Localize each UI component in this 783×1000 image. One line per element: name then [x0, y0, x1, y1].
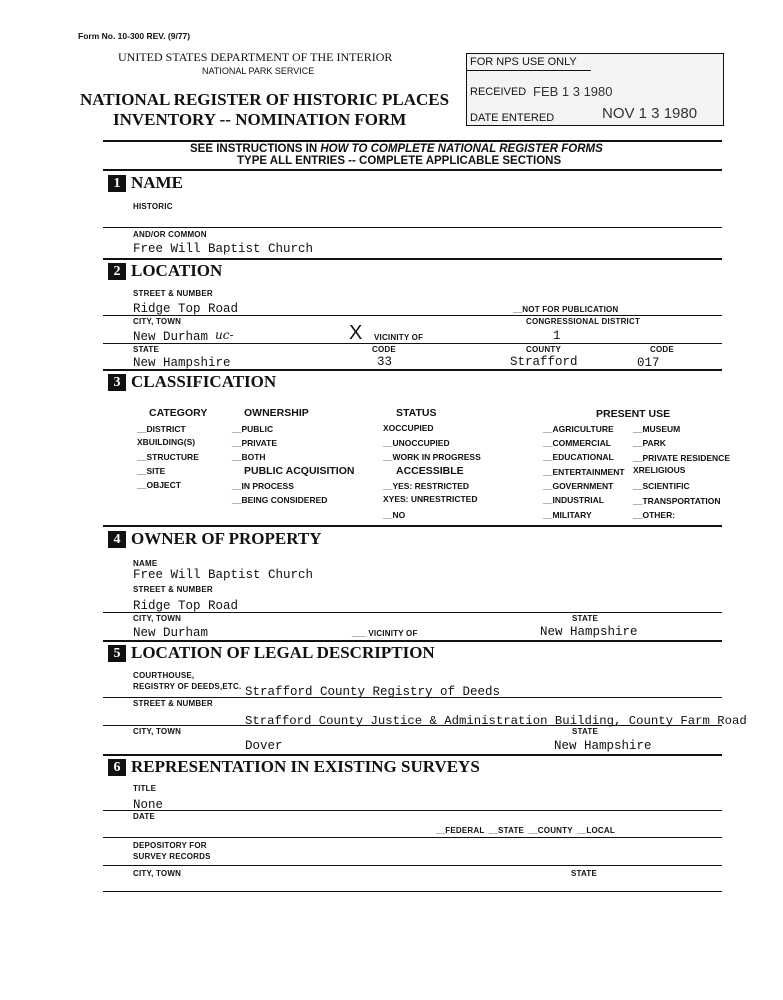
use-museum: __MUSEUM [633, 424, 681, 434]
survey-title-label: TITLE [133, 784, 157, 793]
nps-use-box [466, 53, 724, 126]
owner-city-value: New Durham [133, 626, 209, 640]
category-structure: __STRUCTURE [137, 452, 199, 462]
historic-label: HISTORIC [133, 202, 173, 211]
state-value: New Hampshire [133, 356, 231, 370]
accessible-header: ACCESSIBLE [396, 465, 464, 477]
category-district: __DISTRICT [137, 424, 186, 434]
use-commercial: __COMMERCIAL [543, 438, 612, 448]
legal-city-value: Dover [245, 739, 283, 753]
survey-title-value: None [133, 798, 164, 812]
section2-bottom-rule [103, 369, 722, 371]
use-agriculture: __AGRICULTURE [543, 424, 614, 434]
street-value: Ridge Top Road [133, 302, 239, 316]
category-building: XBUILDING(S) [137, 437, 196, 447]
owner-street-label: STREET & NUMBER [133, 585, 213, 594]
legal-street-value: Strafford County Justice & Administration Building, County Farm Road [245, 714, 747, 728]
owner-city-label: CITY, TOWN [133, 614, 182, 623]
ownership-header: OWNERSHIP [244, 407, 309, 419]
owner-state-label: STATE [572, 614, 599, 623]
owner-name-value: Free Will Baptist Church [133, 568, 314, 582]
courthouse-label-2: REGISTRY OF DEEDS,ETC. [133, 682, 242, 691]
section5-bottom-rule [103, 754, 722, 756]
status-work-in-progress: __WORK IN PROGRESS [383, 452, 481, 462]
depository-label-1: DEPOSITORY FOR [133, 841, 207, 850]
category-header: CATEGORY [149, 407, 208, 419]
access-unrestricted: XYES: UNRESTRICTED [383, 494, 478, 504]
instructions-prefix: SEE INSTRUCTIONS IN [190, 143, 321, 155]
status-unoccupied: __UNOCCUPIED [383, 438, 450, 448]
use-transportation: __TRANSPORTATION [633, 496, 721, 506]
code-label: CODE [372, 345, 396, 354]
section3-bottom-rule [103, 525, 722, 527]
form-title-line2: INVENTORY -- NOMINATION FORM [113, 110, 407, 129]
status-occupied: XOCCUPIED [383, 423, 434, 433]
vicinity-mark: X [349, 322, 363, 344]
status-header: STATUS [396, 407, 437, 419]
use-private-residence: __PRIVATE RESIDENCE [633, 453, 730, 463]
section5-title: LOCATION OF LEGAL DESCRIPTION [131, 643, 435, 662]
use-government: __GOVERNMENT [543, 481, 614, 491]
section1-bottom-rule [103, 258, 722, 260]
nps-box-header: FOR NPS USE ONLY [470, 56, 577, 68]
use-scientific: __SCIENTIFIC [633, 481, 690, 491]
section2-number: 2 [108, 263, 126, 280]
section3-number: 3 [108, 374, 126, 391]
congressional-label: CONGRESSIONAL DISTRICT [526, 317, 641, 326]
use-park: __PARK [633, 438, 666, 448]
county-label: COUNTY [526, 345, 561, 354]
instructions-line2: TYPE ALL ENTRIES -- COMPLETE APPLICABLE SECTIONS [237, 155, 562, 167]
date-entered-stamp: NOV 1 3 1980 [602, 105, 698, 122]
ownership-public: __PUBLIC [232, 424, 274, 434]
courthouse-line [103, 697, 722, 698]
survey-date-label: DATE [133, 812, 155, 821]
section4-bottom-rule [103, 640, 722, 642]
use-educational: __EDUCATIONAL [543, 452, 614, 462]
received-stamp: FEB 1 3 1980 [533, 84, 613, 99]
section4-number: 4 [108, 531, 126, 548]
category-object: __OBJECT [137, 480, 181, 490]
section6-number: 6 [108, 759, 126, 776]
county-value: Strafford [510, 355, 578, 369]
access-restricted: __YES: RESTRICTED [383, 481, 469, 491]
not-for-publication: __NOT FOR PUBLICATION [513, 305, 619, 314]
public-acquisition-header: PUBLIC ACQUISITION [244, 465, 355, 477]
section5-number: 5 [108, 645, 126, 662]
owner-vicinity-label: ___ VICINITY OF [352, 629, 418, 638]
owner-name-label: NAME [133, 559, 158, 568]
survey-city-line [103, 891, 722, 892]
survey-date-line [103, 837, 722, 838]
access-no: __NO [383, 510, 406, 520]
legal-street-line [103, 725, 722, 726]
courthouse-value: Strafford County Registry of Deeds [245, 685, 501, 699]
ownership-private: __PRIVATE [232, 438, 278, 448]
section6-title: REPRESENTATION IN EXISTING SURVEYS [131, 757, 480, 776]
survey-city-label: CITY, TOWN [133, 869, 182, 878]
section1-number: 1 [108, 175, 126, 192]
survey-levels: __FEDERAL __STATE __COUNTY __LOCAL [436, 826, 615, 835]
legal-city-label: CITY, TOWN [133, 727, 182, 736]
ownership-both: __BOTH [232, 452, 266, 462]
use-entertainment: __ENTERTAINMENT [543, 467, 625, 477]
use-industrial: __INDUSTRIAL [543, 495, 604, 505]
acq-in-process: __IN PROCESS [232, 481, 294, 491]
county-code-value: 017 [637, 356, 660, 370]
state-label: STATE [133, 345, 160, 354]
acq-being-considered: __BEING CONSIDERED [232, 495, 328, 505]
section4-title: OWNER OF PROPERTY [131, 529, 322, 548]
nps-box-divider [467, 70, 591, 71]
owner-street-value: Ridge Top Road [133, 599, 239, 613]
date-entered-label: DATE ENTERED [470, 112, 555, 124]
instructions-top-rule [103, 140, 722, 142]
courthouse-label-1: COURTHOUSE, [133, 671, 195, 680]
legal-street-label: STREET & NUMBER [133, 699, 213, 708]
use-military: __MILITARY [543, 510, 592, 520]
legal-state-label: STATE [572, 727, 599, 736]
city-value: New Durham [133, 330, 209, 344]
department-name: UNITED STATES DEPARTMENT OF THE INTERIOR [118, 50, 393, 64]
category-site: __SITE [137, 466, 166, 476]
city-line [103, 343, 722, 344]
section2-title: LOCATION [131, 261, 223, 280]
city-label: CITY, TOWN [133, 317, 182, 326]
instructions-bottom-rule [103, 169, 722, 171]
city-scribble: uc- [215, 328, 234, 342]
county-code-label: CODE [650, 345, 674, 354]
received-label: RECEIVED [470, 86, 527, 98]
common-name-value: Free Will Baptist Church [133, 242, 314, 256]
form-number: Form No. 10-300 REV. (9/77) [78, 31, 191, 41]
owner-street-line [103, 612, 722, 613]
legal-state-value: New Hampshire [554, 739, 652, 753]
street-line [103, 315, 722, 316]
survey-state-label: STATE [571, 869, 598, 878]
form-title-line1: NATIONAL REGISTER OF HISTORIC PLACES [80, 90, 450, 109]
section1-title: NAME [131, 173, 183, 192]
instructions-italic: HOW TO COMPLETE NATIONAL REGISTER FORMS [320, 143, 603, 155]
vicinity-label: VICINITY OF [374, 333, 424, 342]
common-label: AND/OR COMMON [133, 230, 207, 239]
owner-state-value: New Hampshire [540, 625, 638, 639]
street-label: STREET & NUMBER [133, 289, 213, 298]
present-use-header: PRESENT USE [596, 408, 671, 420]
use-religious: XRELIGIOUS [633, 465, 686, 475]
state-code-value: 33 [377, 355, 393, 369]
congressional-value: 1 [553, 329, 561, 343]
historic-line [103, 227, 722, 228]
service-name: NATIONAL PARK SERVICE [202, 66, 315, 76]
section3-title: CLASSIFICATION [131, 372, 277, 391]
depository-line [103, 865, 722, 866]
instructions-line1 [190, 143, 603, 155]
survey-title-line [103, 810, 722, 811]
use-other: __OTHER: [633, 510, 676, 520]
depository-label-2: SURVEY RECORDS [133, 852, 211, 861]
